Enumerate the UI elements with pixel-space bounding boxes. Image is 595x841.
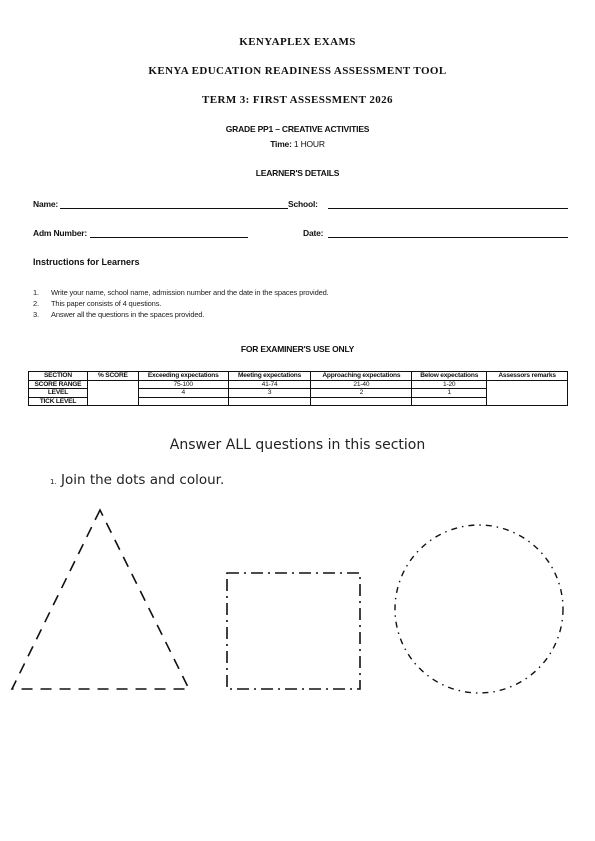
- tick-cell[interactable]: [138, 397, 228, 406]
- question-text: Join the dots and colour.: [60, 472, 225, 488]
- school-field[interactable]: [328, 208, 568, 209]
- tick-cell[interactable]: [412, 397, 487, 406]
- time-label: Time:: [270, 139, 292, 149]
- time-line: [0, 139, 595, 149]
- question-1: [50, 472, 224, 488]
- dash-dot-square[interactable]: [227, 573, 360, 689]
- table-cell: 21-40: [311, 380, 412, 389]
- name-field[interactable]: [60, 208, 288, 209]
- dash-dot-circle[interactable]: [395, 525, 563, 693]
- tick-cell[interactable]: [228, 397, 311, 406]
- examiner-heading: FOR EXAMINER'S USE ONLY: [240, 344, 355, 354]
- instruction-item: 1. Write your name, school name, admission number and the date in the spaces provided.: [33, 288, 329, 297]
- school-label: School:: [288, 199, 318, 209]
- date-field[interactable]: [328, 237, 568, 238]
- column-header: Assessors remarks: [487, 372, 568, 381]
- table-cell: 4: [138, 389, 228, 398]
- table-cell: 41-74: [228, 380, 311, 389]
- dashed-triangle[interactable]: [12, 510, 189, 689]
- instruction-item: 3. Answer all the questions in the spaces provided.: [33, 310, 205, 319]
- column-header: SECTION: [29, 372, 88, 381]
- column-header: Exceeding expectations: [138, 372, 228, 381]
- adm-number-field[interactable]: [90, 237, 248, 238]
- column-header: Meeting expectations: [228, 372, 311, 381]
- table-cell: 2: [311, 389, 412, 398]
- table-cell: 1-20: [412, 380, 487, 389]
- examiner-score-table: [28, 371, 568, 406]
- table-cell: 75-100: [138, 380, 228, 389]
- instructions-heading: Instructions for Learners: [33, 257, 140, 267]
- table-row: [29, 380, 568, 389]
- tick-cell[interactable]: [311, 397, 412, 406]
- row-label: SCORE RANGE: [29, 380, 88, 389]
- exam-body-title: KENYAPLEX EXAMS: [239, 36, 356, 48]
- term-title: TERM 3: FIRST ASSESSMENT 2026: [202, 94, 393, 106]
- row-label: TICK LEVEL: [29, 397, 88, 406]
- grade-subject: GRADE PP1 – CREATIVE ACTIVITIES: [225, 124, 370, 134]
- instruction-item: 2. This paper consists of 4 questions.: [33, 299, 162, 308]
- section-title: Answer ALL questions in this section: [169, 437, 426, 453]
- column-header: % SCORE: [87, 372, 138, 381]
- table-cell: 3: [228, 389, 311, 398]
- row-label: LEVEL: [29, 389, 88, 398]
- learner-details-heading: LEARNER'S DETAILS: [255, 168, 340, 178]
- time-value: 1 HOUR: [293, 139, 325, 149]
- table-cell: 1: [412, 389, 487, 398]
- dot-shapes-drawing[interactable]: [0, 500, 595, 700]
- table-header-row: [29, 372, 568, 381]
- name-label: Name:: [33, 199, 58, 209]
- adm-number-label: Adm Number:: [33, 228, 87, 238]
- date-label: Date:: [303, 228, 324, 238]
- column-header: Approaching expectations: [311, 372, 412, 381]
- column-header: Below expectations: [412, 372, 487, 381]
- score-cell[interactable]: [87, 380, 138, 406]
- assessment-tool-title: KENYA EDUCATION READINESS ASSESSMENT TOOL: [148, 65, 447, 77]
- question-number: 1.: [50, 478, 57, 486]
- remarks-cell[interactable]: [487, 380, 568, 406]
